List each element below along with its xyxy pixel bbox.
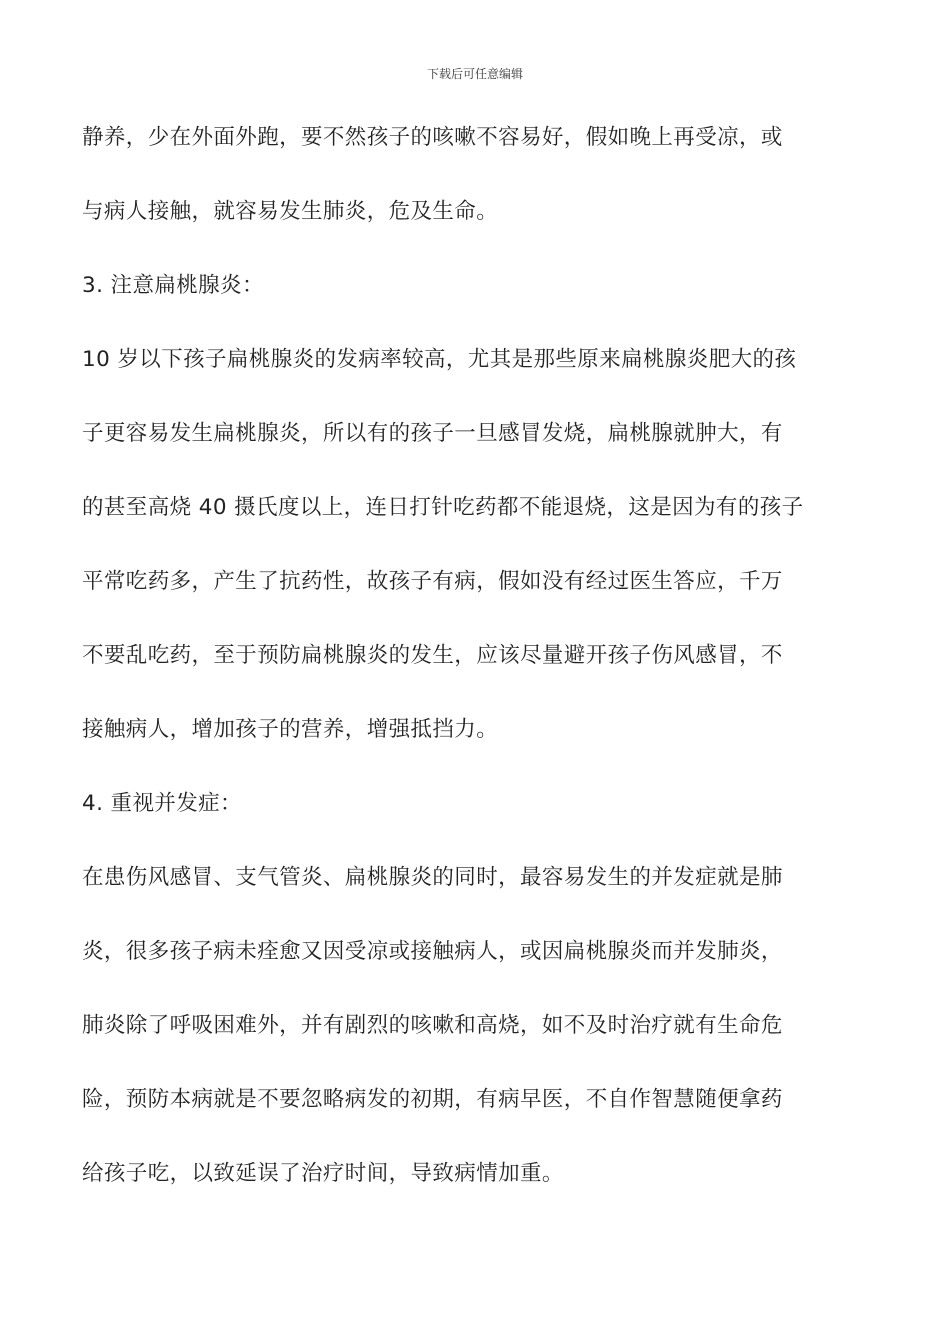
section-heading: 4. 重视并发症： — [82, 791, 242, 816]
paragraph-line: 接触病人，增加孩子的营养，增强抵挡力。 — [82, 717, 499, 742]
paragraph-line: 炎，很多孩子病未痊愈又因受凉或接触病人，或因扁桃腺炎而并发肺炎， — [82, 939, 783, 964]
paragraph-line: 险，预防本病就是不要忽略病发的初期，有病早医，不自作智慧随便拿药 — [82, 1087, 783, 1112]
paragraph-line: 给孩子吃，以致延误了治疗时间，导致病情加重。 — [82, 1161, 564, 1186]
paragraph-line: 的甚至高烧 40 摄氏度以上，连日打针吃药都不能退烧，这是因为有的孩子 — [82, 495, 804, 520]
document-body — [82, 116, 872, 1226]
paragraph-line: 在患伤风感冒、支气管炎、扁桃腺炎的同时，最容易发生的并发症就是肺 — [82, 865, 783, 890]
section-heading: 3. 注意扁桃腺炎： — [82, 273, 264, 298]
paragraph-line: 10 岁以下孩子扁桃腺炎的发病率较高，尤其是那些原来扁桃腺炎肥大的孩 — [82, 347, 797, 372]
paragraph-line: 不要乱吃药，至于预防扁桃腺炎的发生，应该尽量避开孩子伤风感冒，不 — [82, 643, 783, 668]
paragraph-line: 与病人接触，就容易发生肺炎，危及生命。 — [82, 199, 499, 224]
paragraph-line: 静养，少在外面外跑，要不然孩子的咳嗽不容易好，假如晚上再受凉，或 — [82, 125, 783, 150]
paragraph-line: 平常吃药多，产生了抗药性，故孩子有病，假如没有经过医生答应，千万 — [82, 569, 783, 594]
paragraph-line: 子更容易发生扁桃腺炎，所以有的孩子一旦感冒发烧，扁桃腺就肿大，有 — [82, 421, 783, 446]
paragraph-line: 肺炎除了呼吸困难外，并有剧烈的咳嗽和高烧，如不及时治疗就有生命危 — [82, 1013, 783, 1038]
page-header-note: 下载后可任意编辑 — [426, 67, 523, 81]
